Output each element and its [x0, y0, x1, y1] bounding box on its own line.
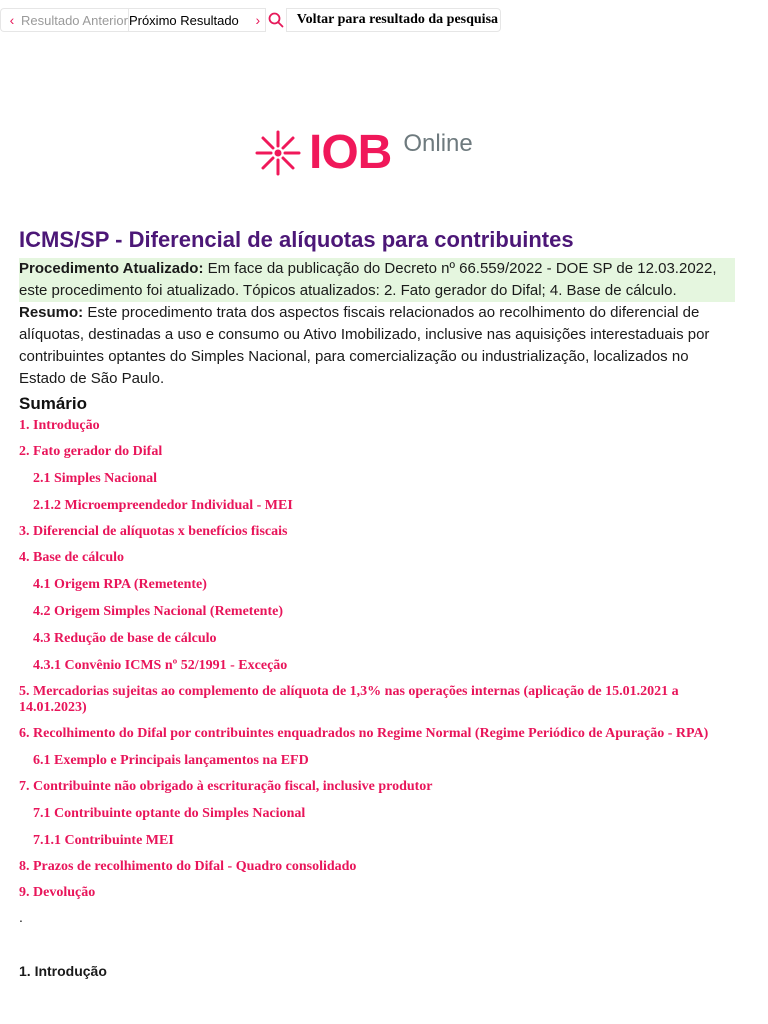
- toc-link[interactable]: 2.1 Simples Nacional: [33, 471, 158, 486]
- toc-link[interactable]: 6. Recolhimento do Difal por contribuintes enquadrados no Regime Normal (Regime Periódico de Apuração - RPA): [19, 726, 709, 741]
- toc-link[interactable]: 9. Devolução: [19, 885, 96, 900]
- toc-link[interactable]: 2.1.2 Microempreendedor Individual - MEI: [33, 498, 293, 513]
- next-result-button[interactable]: [128, 8, 266, 32]
- document-title: ICMS/SP - Diferencial de alíquotas para contribuintes: [19, 227, 574, 252]
- next-result-label: Próximo Resultado: [128, 12, 239, 28]
- document-summary: [19, 302, 739, 390]
- toc-link[interactable]: 4.2 Origem Simples Nacional (Remetente): [33, 604, 283, 619]
- table-of-contents: [19, 414, 739, 907]
- toc-link[interactable]: 4.3 Redução de base de cálculo: [33, 631, 217, 646]
- previous-result-label: Resultado Anterior: [21, 12, 128, 28]
- search-icon: [268, 12, 284, 28]
- result-navigation: [0, 8, 526, 32]
- summary-text: Este procedimento trata dos aspectos fiscais relacionados ao recolhimento do diferencial de alíquotas, destinadas a uso e consumo ou Ativo Imobilizado, inclusive nas aquisições interestaduais por contribuintes optantes do Simples Nacional, para comercialização ou industrialização, localizados no Estado de São Paulo.: [19, 304, 710, 387]
- logo-brand-text: IOB: [309, 126, 392, 179]
- toc-link[interactable]: 4.3.1 Convênio ICMS nº 52/1991 - Exceção: [33, 658, 288, 673]
- iob-online-logo: [255, 128, 473, 178]
- back-to-search-results-button[interactable]: [286, 8, 501, 32]
- back-to-search-label: Voltar para resultado da pesquisa: [296, 12, 499, 27]
- previous-result-button[interactable]: [0, 8, 128, 32]
- toc-link[interactable]: 1. Introdução: [19, 418, 100, 433]
- toc-link[interactable]: 6.1 Exemplo e Principais lançamentos na EFD: [33, 753, 309, 768]
- toc-link[interactable]: 8. Prazos de recolhimento do Difal - Quadro consolidado: [19, 859, 357, 874]
- toc-link[interactable]: 2. Fato gerador do Difal: [19, 444, 163, 459]
- starburst-icon: [255, 130, 301, 176]
- summary-label: Resumo:: [19, 304, 84, 321]
- table-of-contents-title: Sumário: [19, 394, 88, 413]
- update-notice-label: Procedimento Atualizado:: [19, 260, 204, 277]
- logo-suffix-text: Online: [403, 130, 473, 157]
- section-heading: 1. Introdução: [19, 963, 107, 979]
- document-content: [19, 226, 739, 979]
- toc-link[interactable]: 7.1 Contribuinte optante do Simples Nacional: [33, 806, 306, 821]
- toc-link[interactable]: 7. Contribuinte não obrigado à escrituração fiscal, inclusive produtor: [19, 779, 433, 794]
- update-notice: [19, 258, 735, 302]
- toc-link[interactable]: 4. Base de cálculo: [19, 550, 124, 565]
- chevron-right-icon: ›: [255, 12, 261, 28]
- toc-link[interactable]: 5. Mercadorias sujeitas ao complemento de alíquota de 1,3% nas operações internas (aplicação de 15.01.2021 a 14.01.2023): [19, 684, 679, 715]
- toc-link[interactable]: 7.1.1 Contribuinte MEI: [33, 833, 174, 848]
- search-button[interactable]: [266, 9, 286, 31]
- toc-link[interactable]: 4.1 Origem RPA (Remetente): [33, 577, 207, 592]
- toc-link[interactable]: 3. Diferencial de alíquotas x benefícios fiscais: [19, 524, 288, 539]
- separator-dot: .: [19, 909, 23, 925]
- update-notice-text: Em face da publicação do Decreto nº 66.559/2022 - DOE SP de 12.03.2022, este procedimento foi atualizado. Tópicos atualizados: 2. Fato gerador do Difal; 4. Base de cálculo.: [19, 260, 717, 299]
- chevron-left-icon: ‹: [9, 12, 15, 28]
